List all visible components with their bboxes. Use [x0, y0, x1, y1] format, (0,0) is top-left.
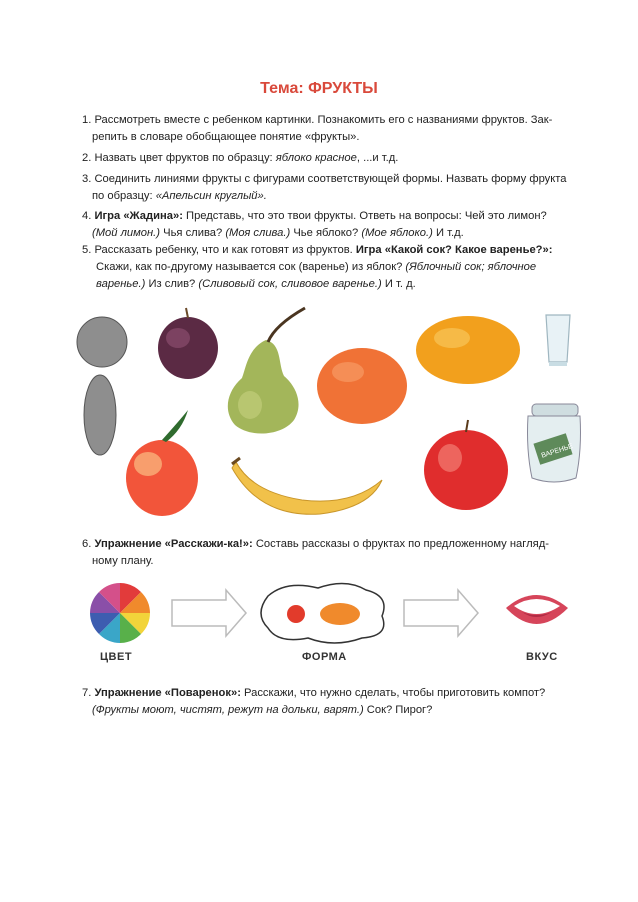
item-4: 4. Игра «Жадина»: Представь, что это твои фрукты. Ответь на вопросы: Чей это лимон? (Мой лимон.) Чья слива? (Моя слива.) Чье яблоко? (Мое яблоко.) И т.д.	[82, 210, 547, 239]
shape-blob-icon	[261, 583, 384, 643]
banana-image	[232, 458, 382, 514]
arrow-right-icon	[172, 590, 246, 636]
mouth-icon	[506, 595, 568, 624]
jar-label: ВАРЕНЬЕ	[540, 442, 574, 460]
shape-label: ФОРМА	[302, 651, 347, 663]
orange-image	[317, 348, 407, 424]
item-6: 6. Упражнение «Расскажи-ка!»: Составь рассказы о фруктах по предложенному нагляд- ному плану.	[82, 538, 549, 567]
page-title: Тема: ФРУКТЫ	[260, 80, 378, 97]
jam-jar-image	[528, 404, 581, 482]
story-plan-diagram	[86, 578, 576, 648]
circle-shape	[77, 317, 127, 367]
arrow-right-icon	[404, 590, 478, 636]
taste-label: ВКУС	[526, 651, 558, 663]
lemon-image	[416, 316, 520, 384]
item-5: 5. Рассказать ребенку, что и как готовят из фруктов. Игра «Какой сок? Какое варенье?»: Скажи, как по-другому называется сок (варенье) из яблок? (Яблочный сок; яблочное варенье.) Из слив? (Сливовый сок, сливовое варенье.) И т. д.	[82, 244, 553, 290]
pear-image	[228, 308, 305, 434]
color-label: ЦВЕТ	[100, 651, 133, 663]
color-wheel-icon	[90, 583, 150, 643]
item-1: 1. Рассмотреть вместе с ребенком картинки. Познакомить его с названиями фруктов. Зак- репить в словаре обобщающее понятие «фрукты».	[82, 114, 553, 143]
oval-shape	[84, 375, 116, 455]
glass-image	[546, 315, 570, 366]
item-2: 2. Назвать цвет фруктов по образцу: яблоко красное, ...и т.д.	[82, 152, 399, 164]
peach-image	[126, 410, 198, 516]
item-7: 7. Упражнение «Поваренок»: Расскажи, что нужно сделать, чтобы приготовить компот? (Фрукты моют, чистят, режут на дольки, варят.) Сок? Пирог?	[82, 687, 546, 716]
item-3: 3. Соединить линиями фрукты с фигурами соответствующей формы. Назвать форму фрукта по образцу: «Апельсин круглый».	[82, 173, 567, 202]
plum-image	[158, 308, 218, 379]
fruits-illustration	[70, 300, 590, 522]
apple-image	[424, 420, 508, 510]
